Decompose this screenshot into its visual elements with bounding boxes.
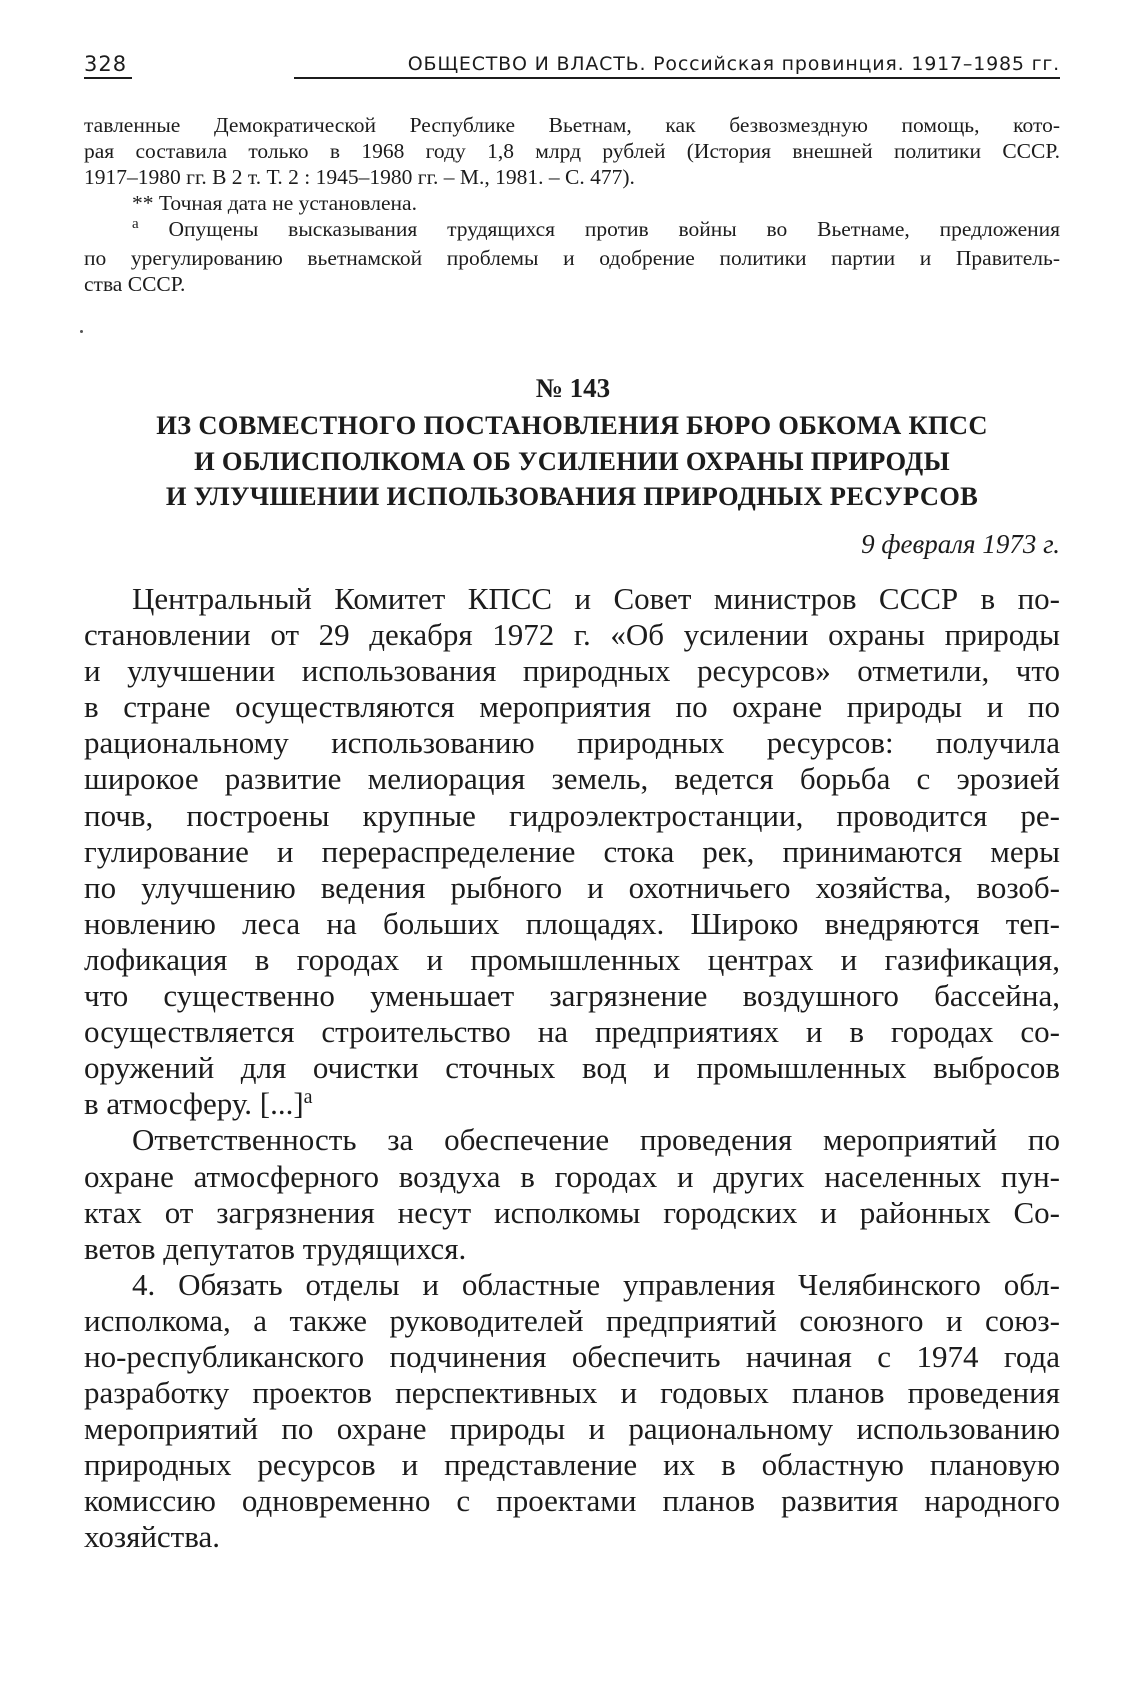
footnote-double-star: [84, 190, 1060, 216]
footnote-text: Точная дата не установлена.: [158, 191, 417, 215]
body-line: мероприятий по охране природы и рациональному использованию: [84, 1411, 1060, 1447]
footnote-line: ства СССР.: [84, 272, 186, 296]
body-line: почв, построены крупные гидроэлектростанции, проводится ре-: [84, 797, 1060, 833]
document-date: 9 февраля 1973 г.: [861, 529, 1060, 559]
body-line: широкое развитие мелиорация земель, ведется борьба с эрозией: [84, 761, 1060, 797]
body-line: новлению леса на больших площадях. Широко внедряются теп-: [84, 905, 1060, 941]
footnote-marker: **: [132, 191, 154, 215]
body-line: и улучшении использования природных ресурсов» отметили, что: [84, 653, 1060, 689]
body-line: охране атмосферного воздуха в городах и других населенных пун-: [84, 1158, 1060, 1194]
running-header: [84, 52, 1060, 82]
footnote-line: 1917–1980 гг. В 2 т. Т. 2 : 1945–1980 гг. – М., 1981. – С. 477).: [84, 165, 635, 189]
body-line: лофикация в городах и промышленных центрах и газификация,: [84, 941, 1060, 977]
header-rule: [294, 77, 1060, 79]
body-line: в стране осуществляются мероприятия по охране природы и по: [84, 689, 1060, 725]
body-line: комиссию одновременно с проектами планов развития народного: [84, 1483, 1060, 1519]
document-title: [84, 408, 1060, 515]
footnote-marker: а: [132, 216, 139, 232]
body-line: природных ресурсов и представление их в областную плановую: [84, 1447, 1060, 1483]
body-line: осуществляется строительство на предприятиях и в городах со-: [84, 1014, 1060, 1050]
body-line: рациональному использованию природных ресурсов: получила: [84, 725, 1060, 761]
body-line: исполкома, а также руководителей предприятий союзного и союз-: [84, 1302, 1060, 1338]
body-line: по улучшению ведения рыбного и охотничьего хозяйства, возоб-: [84, 869, 1060, 905]
footnote-line: по урегулированию вьетнамской проблемы и одобрение политики партии и Правитель-: [84, 246, 1060, 270]
body-line: разработку проектов перспективных и годовых планов проведения: [84, 1375, 1060, 1411]
footnote-line: рая составила только в 1968 году 1,8 млрд рублей (История внешней политики СССР.: [84, 139, 1060, 163]
body-line: 4. Обязать отделы и областные управления Челябинского обл-: [132, 1266, 1060, 1302]
body-line: Центральный Комитет КПСС и Совет министров СССР в по-: [132, 581, 1060, 616]
print-speck: [80, 330, 83, 333]
document-number: № 143: [535, 373, 611, 403]
omission-footnote-marker: а: [303, 1086, 313, 1109]
body-line: гулирование и перераспределение стока рек, принимаются меры: [84, 833, 1060, 869]
footnote-text: Опущены высказывания трудящихся против войны во Вьетнаме, предложения: [168, 217, 1061, 241]
body-line: ветов депутатов трудящихся.: [84, 1230, 467, 1266]
footnote-a-line: [84, 216, 1060, 245]
running-header-title: ОБЩЕСТВО И ВЛАСТЬ. Российская провинция. 1917–1985 гг.: [407, 53, 1060, 75]
body-line: хозяйства.: [84, 1519, 220, 1555]
body-line: но-республиканского подчинения обеспечить начиная с 1974 года: [84, 1338, 1060, 1374]
page-number: 328: [84, 52, 128, 76]
footnote-line: тавленные Демократической Республике Вьетнам, как безвозмездную помощь, кото-: [84, 113, 1060, 137]
footnotes-block: [84, 112, 1060, 297]
page-number-underline: [84, 77, 132, 79]
body-line: Ответственность за обеспечение проведения мероприятий по: [132, 1122, 1060, 1158]
body-line: что существенно уменьшает загрязнение воздушного бассейна,: [84, 978, 1060, 1014]
document-title-line: И ОБЛИСПОЛКОМА ОБ УСИЛЕНИИ ОХРАНЫ ПРИРОДЫ: [194, 445, 950, 476]
body-line: оружений для очистки сточных вод и промышленных выбросов: [84, 1050, 1060, 1086]
body-line: ктах от загрязнения несут исполкомы городских и районных Со-: [84, 1194, 1060, 1230]
body-text: [84, 581, 1060, 1556]
document-title-line: ИЗ СОВМЕСТНОГО ПОСТАНОВЛЕНИЯ БЮРО ОБКОМА КПСС: [156, 410, 988, 440]
document-title-line: И УЛУЧШЕНИИ ИСПОЛЬЗОВАНИЯ ПРИРОДНЫХ РЕСУРСОВ: [165, 481, 979, 511]
body-line: [84, 1086, 1060, 1122]
body-line-text: в атмосферу. [...]: [84, 1086, 304, 1122]
body-line: становлении от 29 декабря 1972 г. «Об усилении охраны природы: [84, 617, 1060, 653]
